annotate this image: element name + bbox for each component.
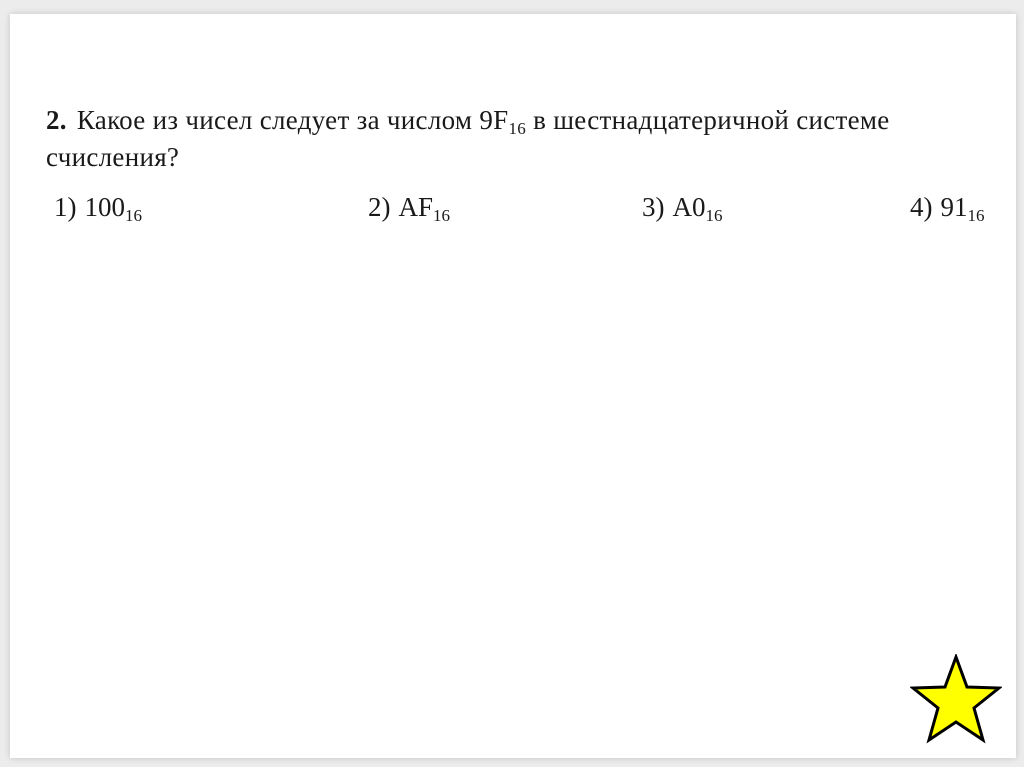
answer-number: 4) bbox=[910, 192, 933, 222]
question-number: 2. bbox=[46, 105, 67, 135]
answer-value: A0 bbox=[672, 192, 706, 222]
star-shape bbox=[913, 657, 999, 740]
answer-value: 100 bbox=[84, 192, 125, 222]
question bbox=[46, 102, 1006, 176]
answer-option-2[interactable] bbox=[368, 192, 450, 223]
answer-value: AF bbox=[398, 192, 434, 222]
question-line-2: счисления? bbox=[46, 142, 180, 172]
question-line-1 bbox=[46, 102, 1006, 139]
answer-number: 2) bbox=[368, 192, 391, 222]
question-text-before: Какое из чисел следует за числом bbox=[76, 105, 480, 135]
answer-base: 16 bbox=[705, 206, 723, 225]
answer-option-4[interactable] bbox=[910, 192, 985, 223]
answer-number: 1) bbox=[54, 192, 77, 222]
answer-option-3[interactable] bbox=[642, 192, 723, 223]
question-value: 9F bbox=[479, 105, 509, 135]
answer-base: 16 bbox=[967, 206, 985, 225]
answer-option-1[interactable] bbox=[54, 192, 142, 223]
question-text-after: в шестнадцатеричной системе bbox=[526, 105, 890, 135]
answer-options bbox=[54, 192, 994, 232]
question-value-base: 16 bbox=[508, 119, 527, 138]
answer-base: 16 bbox=[433, 206, 451, 225]
answer-number: 3) bbox=[642, 192, 665, 222]
slide bbox=[10, 14, 1016, 758]
star-icon[interactable] bbox=[910, 654, 1002, 744]
answer-value: 91 bbox=[940, 192, 968, 222]
answer-base: 16 bbox=[125, 206, 142, 225]
